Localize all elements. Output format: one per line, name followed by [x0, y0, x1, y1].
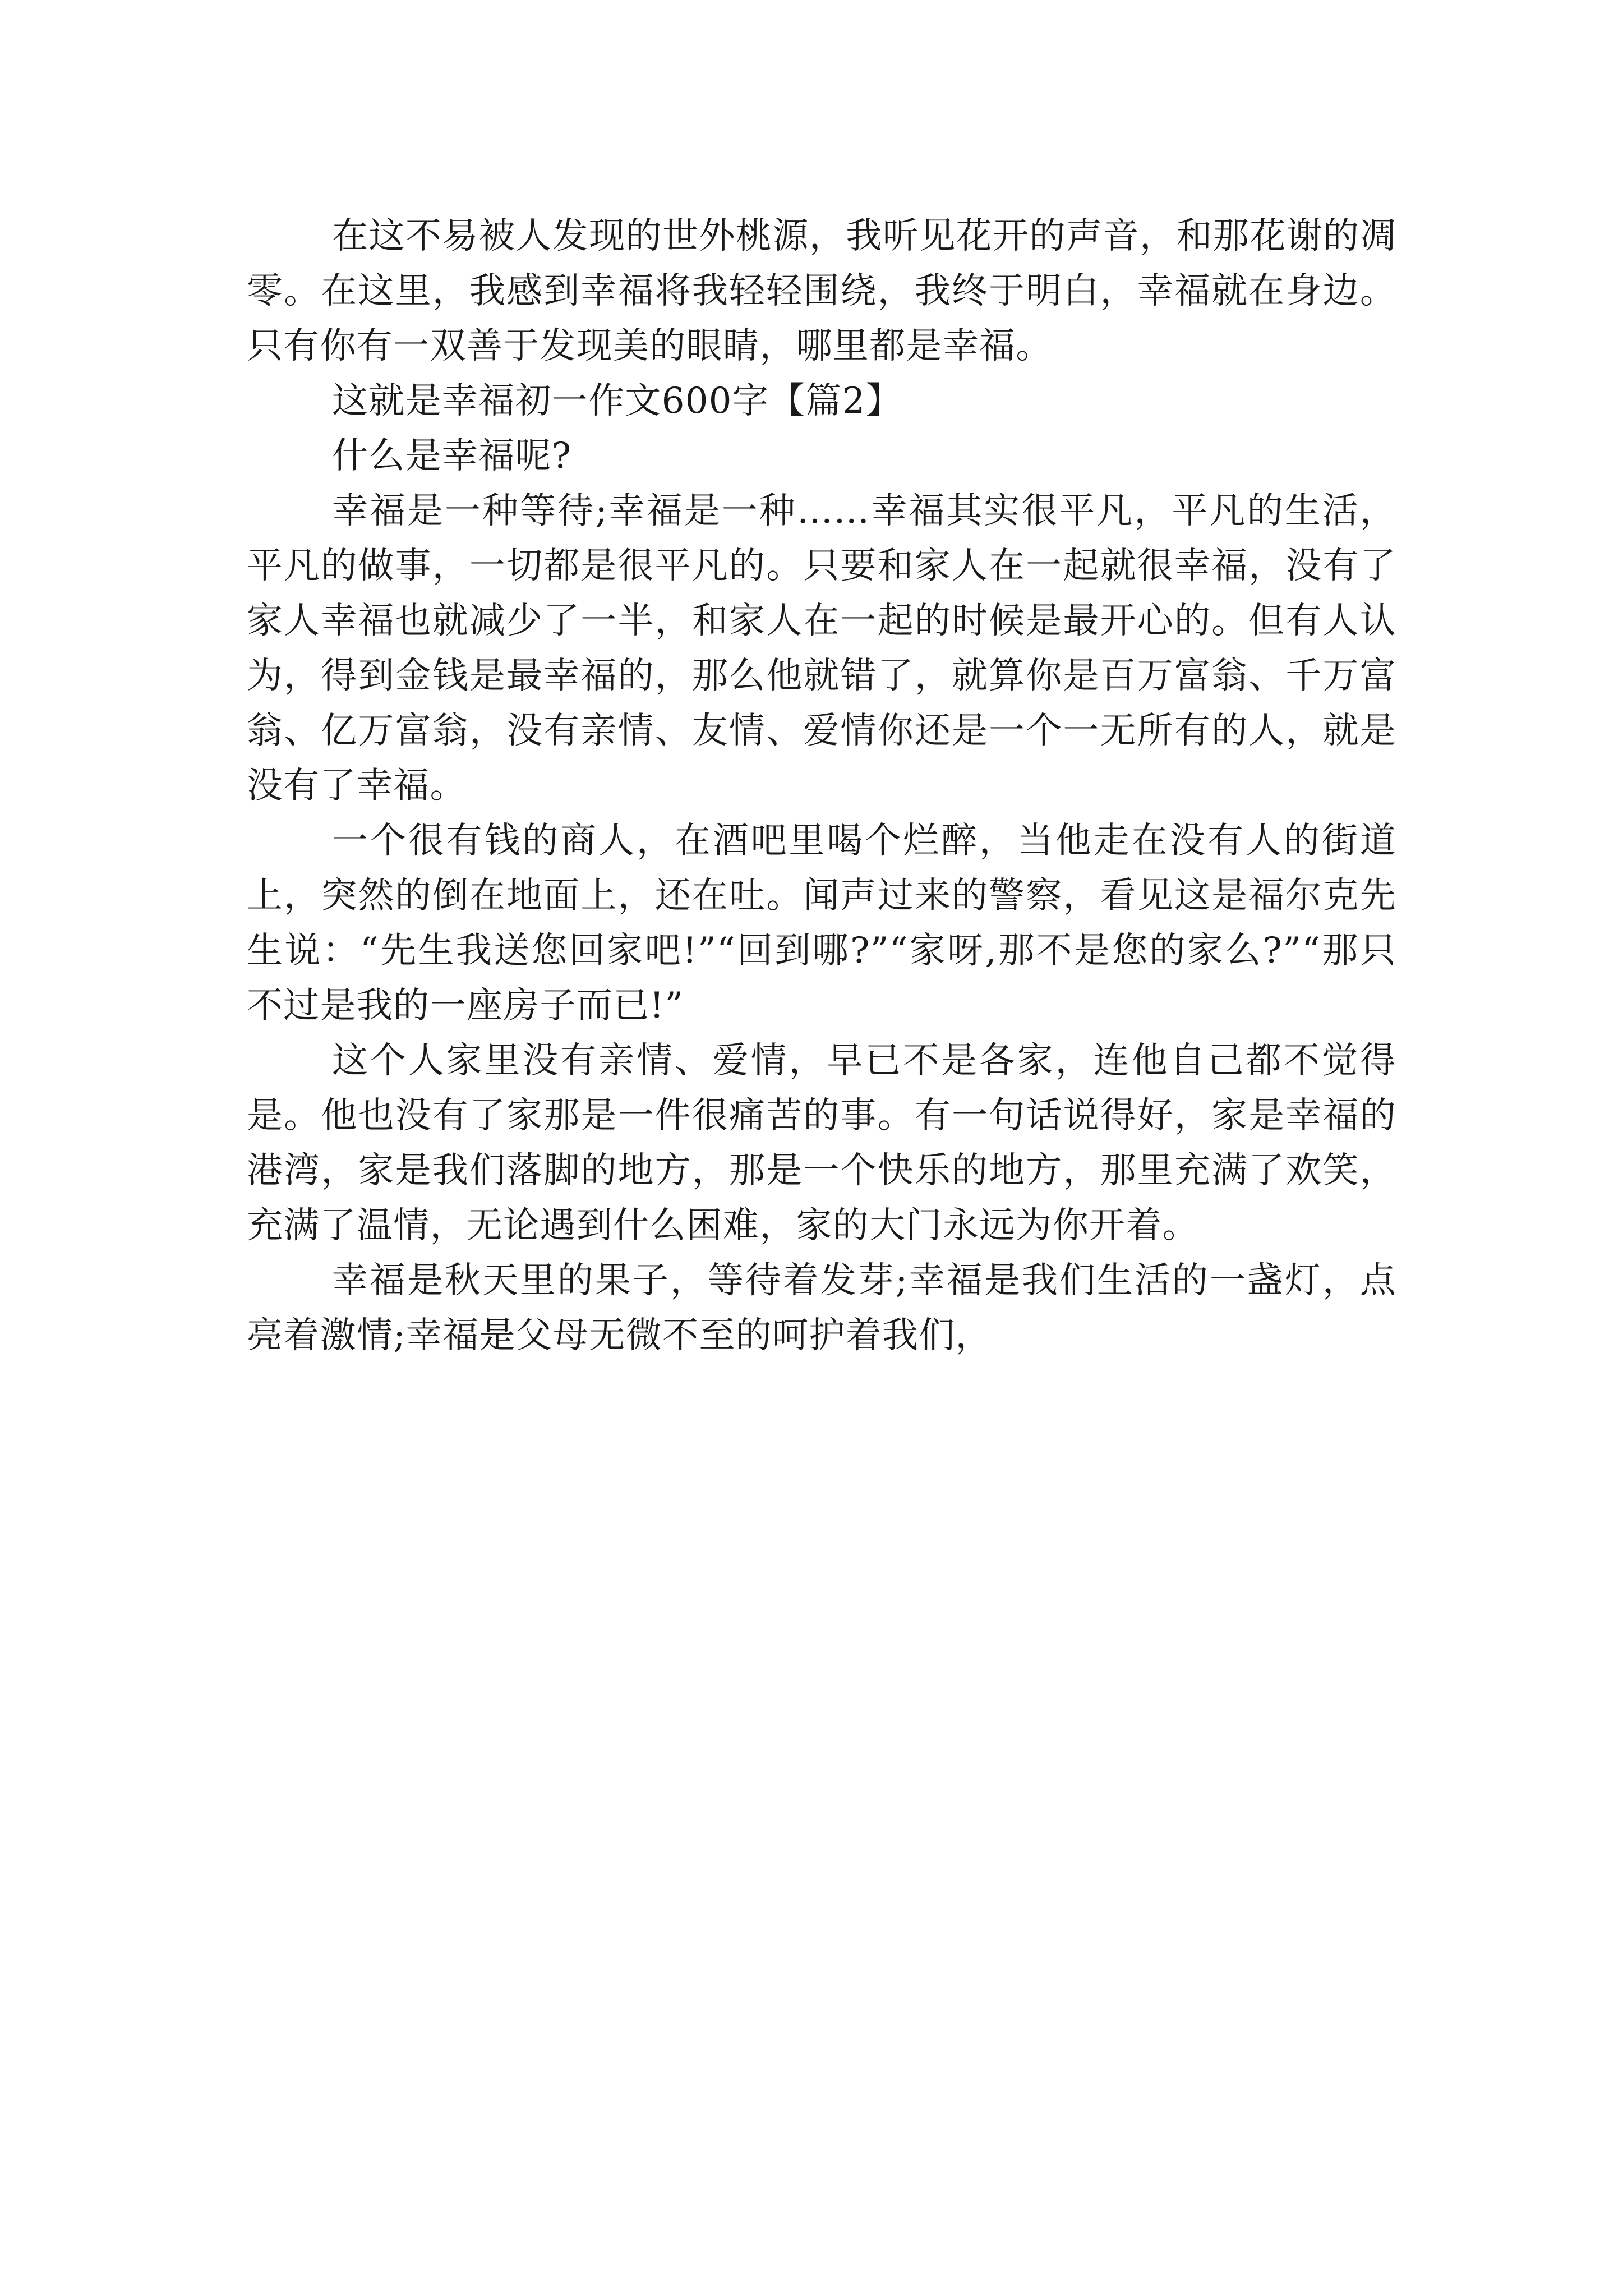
question-line: 什么是幸福呢?	[332, 435, 572, 477]
section-heading: 这就是幸福初一作文600字【篇2】	[332, 380, 902, 422]
paragraph-happiness-metaphors: 幸福是秋天里的果子，等待着发芽;幸福是我们生活的一盏灯，点亮着激情;幸福是父母无微不至的呵护着我们，	[247, 1260, 1396, 1356]
document-body	[247, 209, 1396, 1363]
paragraph-home-harbor: 这个人家里没有亲情、爱情，早已不是各家，连他自己都不觉得是。他也没有了家那是一件很痛苦的事。有一句话说得好，家是幸福的港湾，家是我们落脚的地方，那是一个快乐的地方，那里充满了欢笑，充满了温情，无论遇到什么困难，家的大门永远为你开着。	[247, 1040, 1396, 1246]
paragraph-peach-garden: 在这不易被人发现的世外桃源，我听见花开的声音，和那花谢的凋零。在这里，我感到幸福将我轻轻围绕，我终于明白，幸福就在身边。只有你有一双善于发现美的眼睛，哪里都是幸福。	[247, 215, 1396, 367]
paragraph-what-is-happiness: 幸福是一种等待;幸福是一种……幸福其实很平凡，平凡的生活，平凡的做事，一切都是很平凡的。只要和家人在一起就很幸福，没有了家人幸福也就减少了一半，和家人在一起的时候是最开心的。但有人认为，得到金钱是最幸福的，那么他就错了，就算你是百万富翁、千万富翁、亿万富翁，没有亲情、友情、爱情你还是一个一无所有的人，就是没有了幸福。	[247, 490, 1396, 807]
paragraph-rich-merchant: 一个很有钱的商人，在酒吧里喝个烂醉，当他走在没有人的街道上，突然的倒在地面上，还在吐。闻声过来的警察，看见这是福尔克先生说：“先生我送您回家吧!”“回到哪?”“家呀,那不是您的家么?”“那只不过是我的一座房子而已!”	[247, 820, 1396, 1027]
